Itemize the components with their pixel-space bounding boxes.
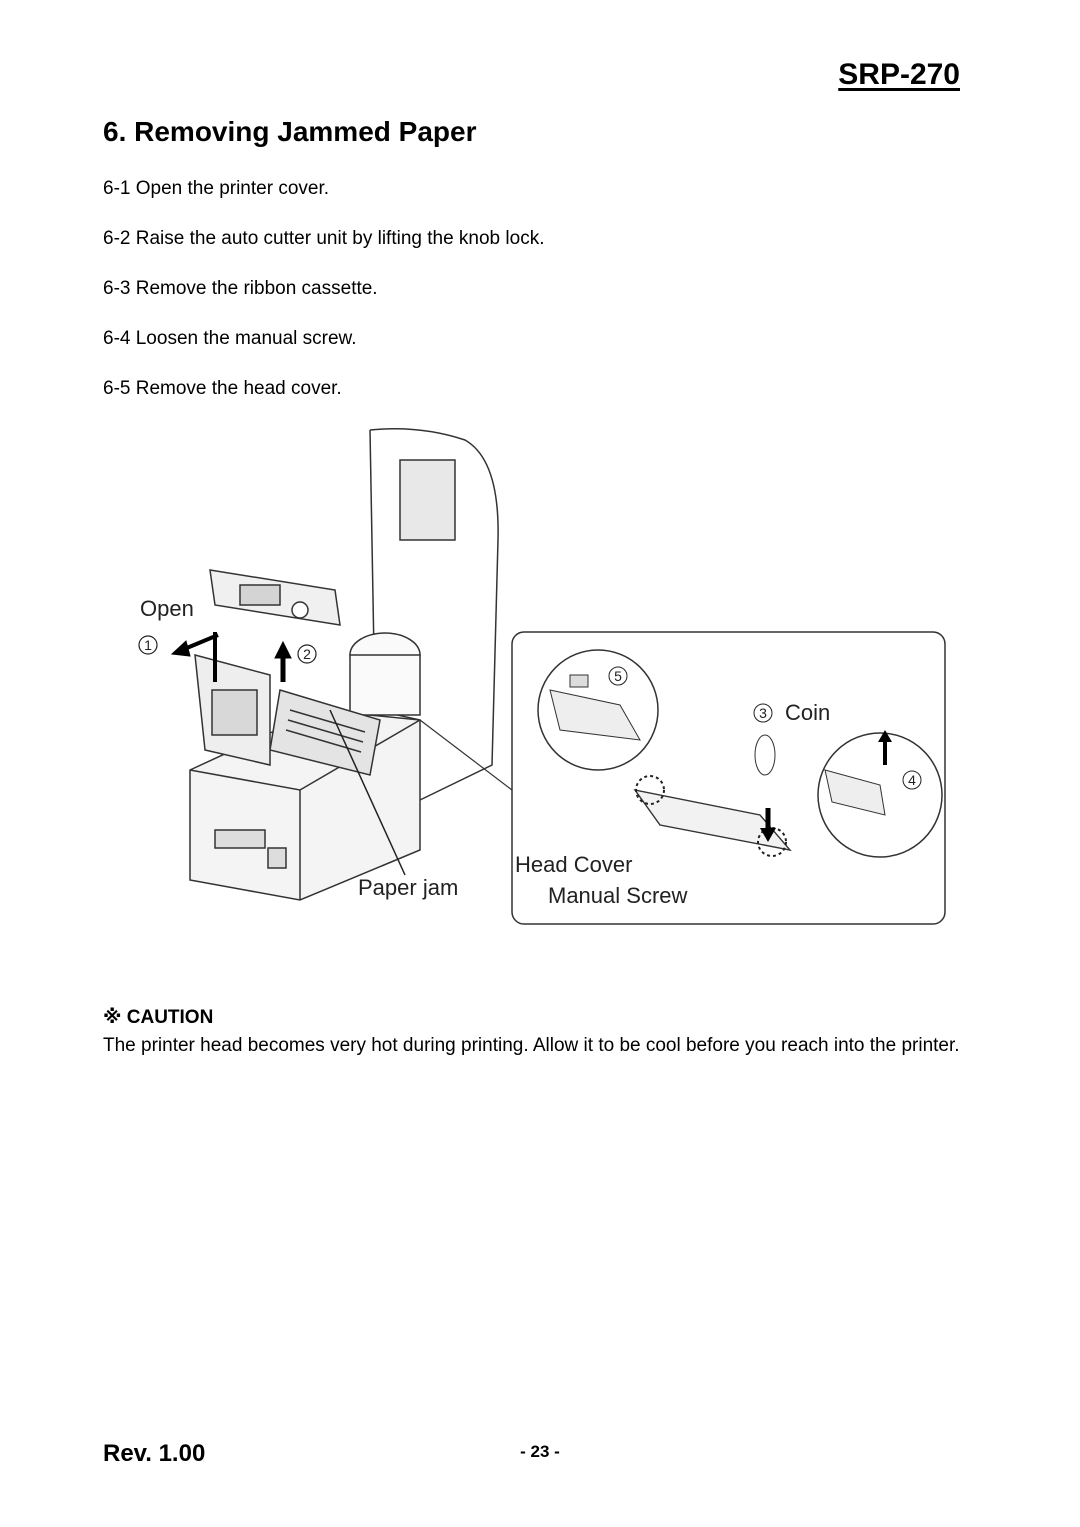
step-item: 6-1 Open the printer cover. xyxy=(103,178,330,199)
paper-jam-label: Paper jam xyxy=(358,875,459,900)
open-label: Open xyxy=(140,596,194,621)
callout-1: 1 xyxy=(144,637,152,653)
coin-drawing xyxy=(755,735,775,775)
manual-screw-label: Manual Screw xyxy=(548,883,688,908)
head-cover-label: Head Cover xyxy=(515,852,633,877)
callout-3: 3 xyxy=(759,705,767,721)
step-item: 6-2 Raise the auto cutter unit by lifting the knob lock. xyxy=(103,228,545,249)
step-item: 6-3 Remove the ribbon cassette. xyxy=(103,278,378,299)
caution-heading: ※ CAUTION xyxy=(103,1007,214,1028)
callout-5: 5 xyxy=(614,668,622,684)
callout-2: 2 xyxy=(303,646,311,662)
page-number: - 23 - xyxy=(520,1442,560,1461)
step-list xyxy=(103,178,544,428)
printer-diagram xyxy=(120,420,960,940)
coin-label: Coin xyxy=(785,700,831,725)
printer-illustration xyxy=(120,420,960,940)
callout-4: 4 xyxy=(908,772,916,788)
section-title: 6. Removing Jammed Paper xyxy=(103,116,477,147)
revision-label: Rev. 1.00 xyxy=(103,1440,206,1467)
caution-text: The printer head becomes very hot during printing. Allow it to be cool before you reach into the printer. xyxy=(103,1035,960,1056)
step-item: 6-4 Loosen the manual screw. xyxy=(103,328,357,349)
caution-note xyxy=(103,1006,983,1058)
model-name: SRP-270 xyxy=(838,58,960,91)
step-item: 6-5 Remove the head cover. xyxy=(103,378,342,399)
